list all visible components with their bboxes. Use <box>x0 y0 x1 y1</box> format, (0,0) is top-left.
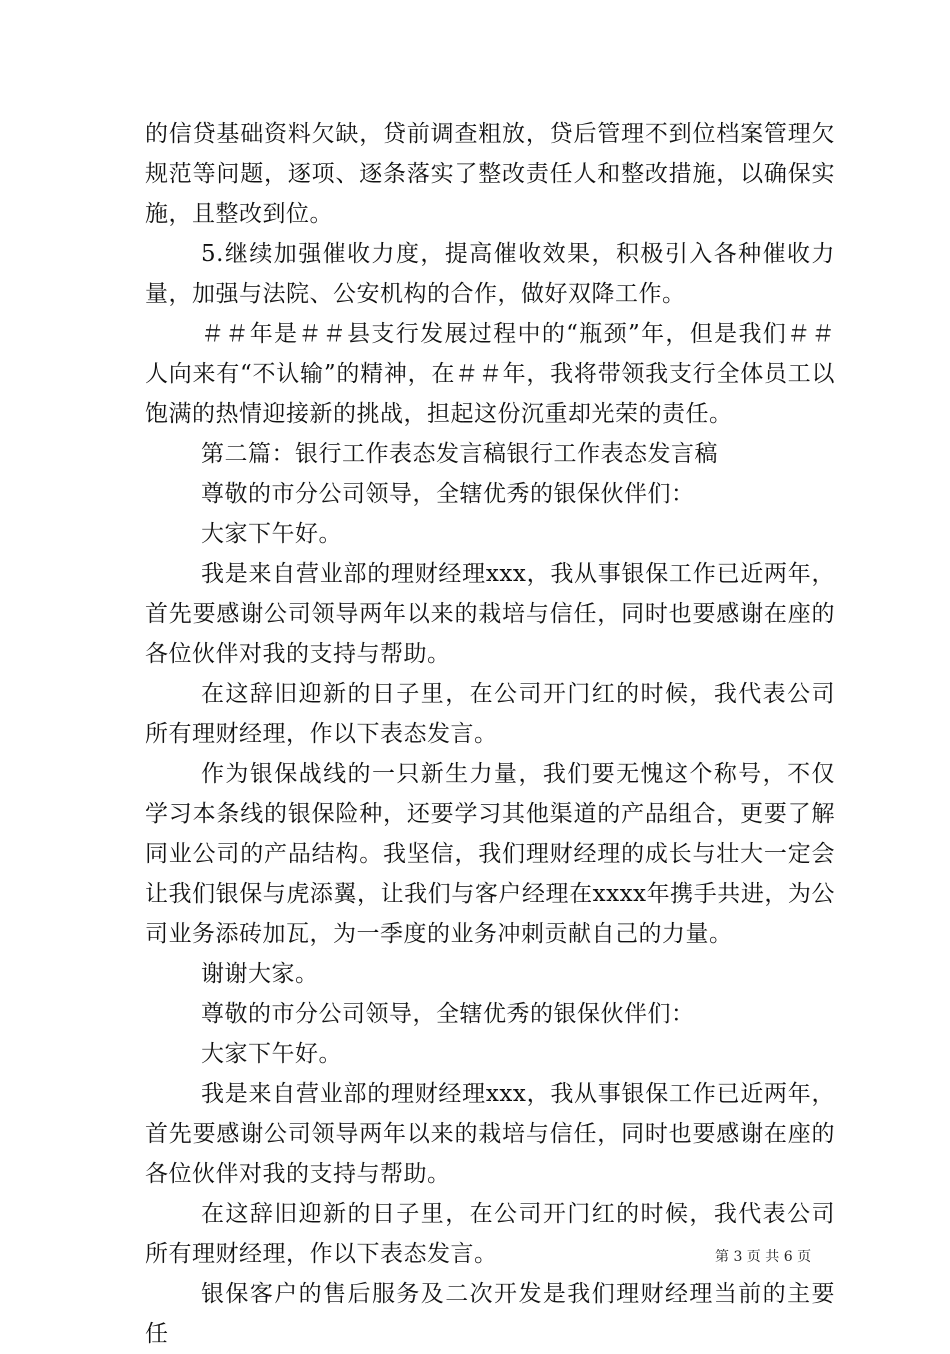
paragraph: 5.继续加强催收力度，提高催收效果，积极引入各种催收力量，加强与法院、公安机构的合作，做好双降工作。 <box>145 241 835 307</box>
paragraph: 在这辞旧迎新的日子里，在公司开门红的时候，我代表公司所有理财经理，作以下表态发言。 <box>145 1201 835 1267</box>
paragraph: 大家下午好。 <box>201 521 342 547</box>
section-heading: 第二篇：银行工作表态发言稿银行工作表态发言稿 <box>201 441 718 467</box>
paragraph: 我是来自营业部的理财经理xxx，我从事银保工作已近两年，首先要感谢公司领导两年以来的栽培与信任，同时也要感谢在座的各位伙伴对我的支持与帮助。 <box>145 1081 835 1187</box>
paragraph: 银保客户的售后服务及二次开发是我们理财经理当前的主要任 <box>145 1281 835 1347</box>
paragraph: 在这辞旧迎新的日子里，在公司开门红的时候，我代表公司所有理财经理，作以下表态发言。 <box>145 681 835 747</box>
paragraph: 谢谢大家。 <box>201 961 319 987</box>
paragraph: 作为银保战线的一只新生力量，我们要无愧这个称号，不仅学习本条线的银保险种，还要学习其他渠道的产品组合，更要了解同业公司的产品结构。我坚信，我们理财经理的成长与壮大一定会让我们银保与虎添翼，让我们与客户经理在xxxx年携手共进，为公司业务添砖加瓦，为一季度的业务冲刺贡献自己的力量。 <box>145 761 835 947</box>
paragraph: 的信贷基础资料欠缺，贷前调查粗放，贷后管理不到位档案管理欠规范等问题，逐项、逐条落实了整改责任人和整改措施，以确保实施，且整改到位。 <box>145 121 835 227</box>
paragraph: 我是来自营业部的理财经理xxx，我从事银保工作已近两年，首先要感谢公司领导两年以来的栽培与信任，同时也要感谢在座的各位伙伴对我的支持与帮助。 <box>145 561 835 667</box>
page-number: 第 3 页 共 6 页 <box>715 1249 812 1265</box>
paragraph: 大家下午好。 <box>201 1041 342 1067</box>
document-body <box>145 114 835 1354</box>
paragraph: 尊敬的市分公司领导，全辖优秀的银保伙伴们： <box>201 1001 695 1027</box>
paragraph: ＃＃年是＃＃县支行发展过程中的“瓶颈”年，但是我们＃＃人向来有“不认输”的精神，在＃＃年，我将带领我支行全体员工以饱满的热情迎接新的挑战，担起这份沉重却光荣的责任。 <box>145 321 835 427</box>
paragraph: 尊敬的市分公司领导，全辖优秀的银保伙伴们： <box>201 481 695 507</box>
